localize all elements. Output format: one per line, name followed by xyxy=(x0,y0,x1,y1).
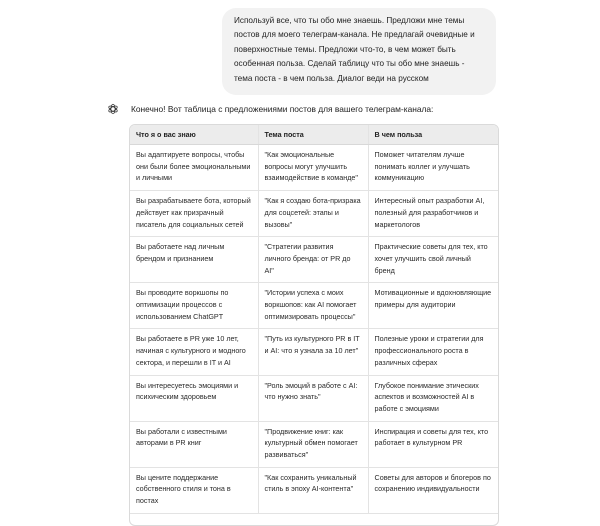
table-cell: "Продвижение книг: как культурный обмен помогает развиваться" xyxy=(258,421,368,467)
table-cell: Глубокое понимание этических аспектов и возможностей AI в работе с эмоциями xyxy=(368,375,498,421)
table-header-row xyxy=(130,125,498,145)
table-row xyxy=(130,237,498,283)
table-cell: "Как сохранить уникальный стиль в эпоху AI-контента" xyxy=(258,467,368,513)
user-message-bubble xyxy=(222,8,496,95)
user-message-text: Используй все, что ты обо мне знаешь. Предложи мне темы постов для моего телеграм-канала. Не предлагай очевидные и поверхностные темы. Предложи что-то, в чем может быть особенная польза. Сделай таблицу что ты обо мне знаешь - тема поста - в чем польза. Диалог веди на русском xyxy=(234,16,475,83)
suggestions-table xyxy=(130,125,498,514)
suggestions-table-container xyxy=(129,124,499,526)
table-cell: "Стратегии развития личного бренда: от PR до AI" xyxy=(258,237,368,283)
table-cell: Полезные уроки и стратегии для профессионального роста в различных сферах xyxy=(368,329,498,375)
table-cell: Вы работали с известными авторами в PR книг xyxy=(130,421,258,467)
table-row xyxy=(130,283,498,329)
table-cell: Вы интересуетесь эмоциями и психическим здоровьем xyxy=(130,375,258,421)
table-cell: Вы разрабатываете бота, который действует как призрачный писатель для социальных сетей xyxy=(130,191,258,237)
table-cell: Инспирация и советы для тех, кто работает в культурном PR xyxy=(368,421,498,467)
table-row xyxy=(130,191,498,237)
table-cell: Мотивационные и вдохновляющие примеры для аудитории xyxy=(368,283,498,329)
table-cell: "Как я создаю бота-призрака для соцсетей: этапы и вызовы" xyxy=(258,191,368,237)
table-cell: "Истории успеха с моих воркшопов: как AI помогает оптимизировать процессы" xyxy=(258,283,368,329)
column-header-benefit: В чем польза xyxy=(368,125,498,145)
table-cell: Вы цените поддержание собственного стиля и тона в постах xyxy=(130,467,258,513)
assistant-intro-text: Конечно! Вот таблица с предложениями постов для вашего телеграм-канала: xyxy=(131,104,434,114)
table-cell: "Роль эмоций в работе с AI: что нужно знать" xyxy=(258,375,368,421)
column-header-known: Что я о вас знаю xyxy=(130,125,258,145)
table-row xyxy=(130,145,498,191)
table-row xyxy=(130,329,498,375)
openai-logo-icon xyxy=(107,103,119,115)
table-row xyxy=(130,421,498,467)
column-header-topic: Тема поста xyxy=(258,125,368,145)
table-cell: "Путь из культурного PR в IT и AI: что я узнала за 10 лет" xyxy=(258,329,368,375)
table-cell: Практические советы для тех, кто хочет улучшить свой личный бренд xyxy=(368,237,498,283)
table-cell: Вы адаптируете вопросы, чтобы они были более эмоциональными и личными xyxy=(130,145,258,191)
table-cell: Интересный опыт разработки AI, полезный для разработчиков и маркетологов xyxy=(368,191,498,237)
table-cell: Вы работаете над личным брендом и признанием xyxy=(130,237,258,283)
table-row xyxy=(130,467,498,513)
table-cell: Поможет читателям лучше понимать коллег и улучшать коммуникацию xyxy=(368,145,498,191)
table-cell: "Как эмоциональные вопросы могут улучшить взаимодействие в команде" xyxy=(258,145,368,191)
table-cell: Вы проводите воркшопы по оптимизации процессов с использованием ChatGPT xyxy=(130,283,258,329)
table-row xyxy=(130,375,498,421)
table-cell: Вы работаете в PR уже 10 лет, начиная с культурного и модного сектора, и перешли в IT и AI xyxy=(130,329,258,375)
table-cell: Советы для авторов и блогеров по сохранению индивидуальности xyxy=(368,467,498,513)
